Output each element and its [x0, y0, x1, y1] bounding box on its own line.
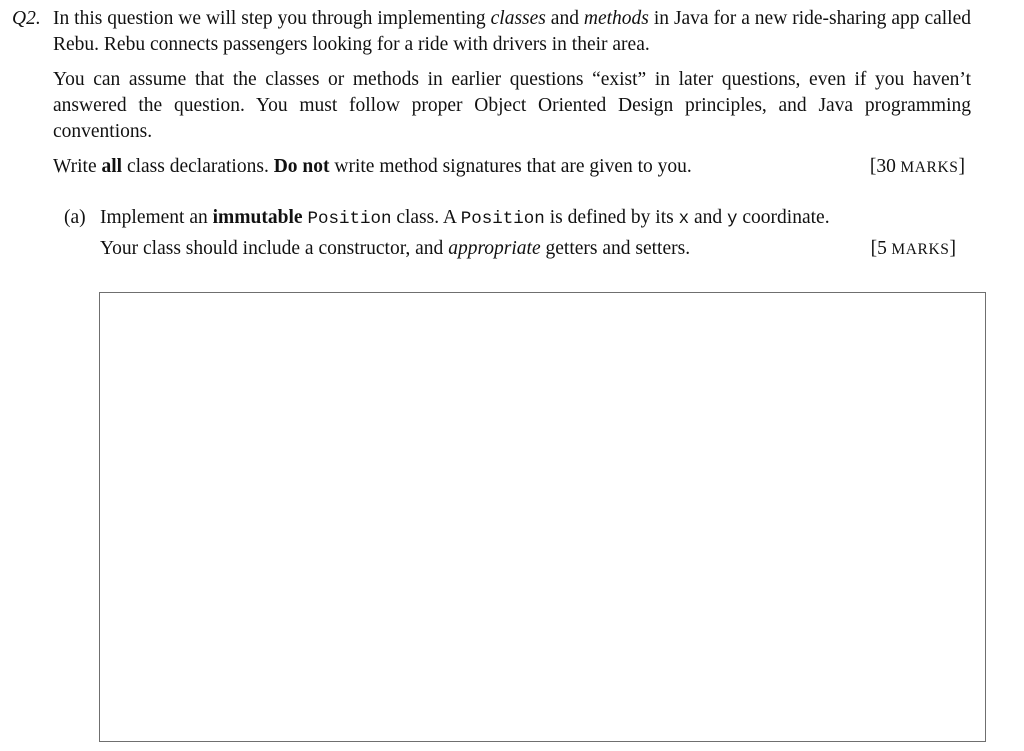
part-a-marks-close: ]: [949, 238, 956, 259]
methods-term: methods: [583, 8, 649, 29]
part-a-line-1: [100, 203, 956, 234]
total-marks-value: 30: [876, 156, 896, 177]
part-a-marks-unit: MARKS: [886, 241, 950, 258]
instruction-text: [53, 154, 692, 181]
part-a-text-1: Implement an: [100, 207, 213, 228]
part-a-text-2: class. A: [391, 207, 461, 228]
part-a-line-2-text: [100, 234, 690, 265]
instruction-text-2: class declarations.: [122, 156, 274, 177]
part-a-line-2-text-2: getters and setters.: [540, 238, 691, 259]
immutable-emphasis: immutable: [212, 207, 303, 228]
x-code: x: [678, 209, 690, 229]
total-marks: [870, 154, 965, 181]
classes-term: classes: [490, 8, 546, 29]
part-a-line-2-text-1: Your class should include a constructor, and: [100, 238, 449, 259]
appropriate-emphasis: appropriate: [448, 238, 541, 259]
instruction-text-1: Write: [53, 156, 102, 177]
part-a-marks: [871, 234, 956, 265]
part-a-question: [100, 203, 956, 265]
part-a-text-5: coordinate.: [737, 207, 830, 228]
answer-box[interactable]: [99, 292, 986, 742]
do-not-emphasis: Do not: [273, 156, 330, 177]
instruction-text-3: write method signatures that are given to you.: [329, 156, 692, 177]
part-a-label: (a): [64, 207, 86, 228]
total-marks-close: ]: [958, 156, 965, 177]
y-code: y: [727, 209, 738, 229]
part-a-line-2: [100, 234, 956, 265]
total-marks-unit: MARKS: [895, 159, 959, 176]
question-intro: [53, 6, 971, 58]
question-number: Q2.: [12, 8, 41, 29]
total-marks-open: [: [869, 156, 877, 177]
intro-text-2: and: [545, 8, 584, 29]
part-a-text-3: is defined by its: [544, 207, 679, 228]
position-code-2: Position: [460, 209, 545, 229]
instruction-paragraph: [53, 154, 971, 181]
intro-text-3: in Java for a new ride-sharing app called Rebu. Rebu connects passengers looking for a ride with drivers in their area.: [53, 8, 971, 55]
position-code: Position: [307, 209, 392, 229]
intro-text-1: In this question we will step you through implementing: [53, 8, 491, 29]
assumption-paragraph: You can assume that the classes or methods in earlier questions “exist” in later questions, even if you haven’t answered the question. You must follow proper Object Oriented Design principles, and Java programming conventions.: [53, 69, 971, 142]
part-a-marks-value: 5: [877, 238, 887, 259]
part-a-marks-open: [: [870, 238, 878, 259]
all-emphasis: all: [101, 156, 123, 177]
part-a-text-4: and: [689, 207, 728, 228]
